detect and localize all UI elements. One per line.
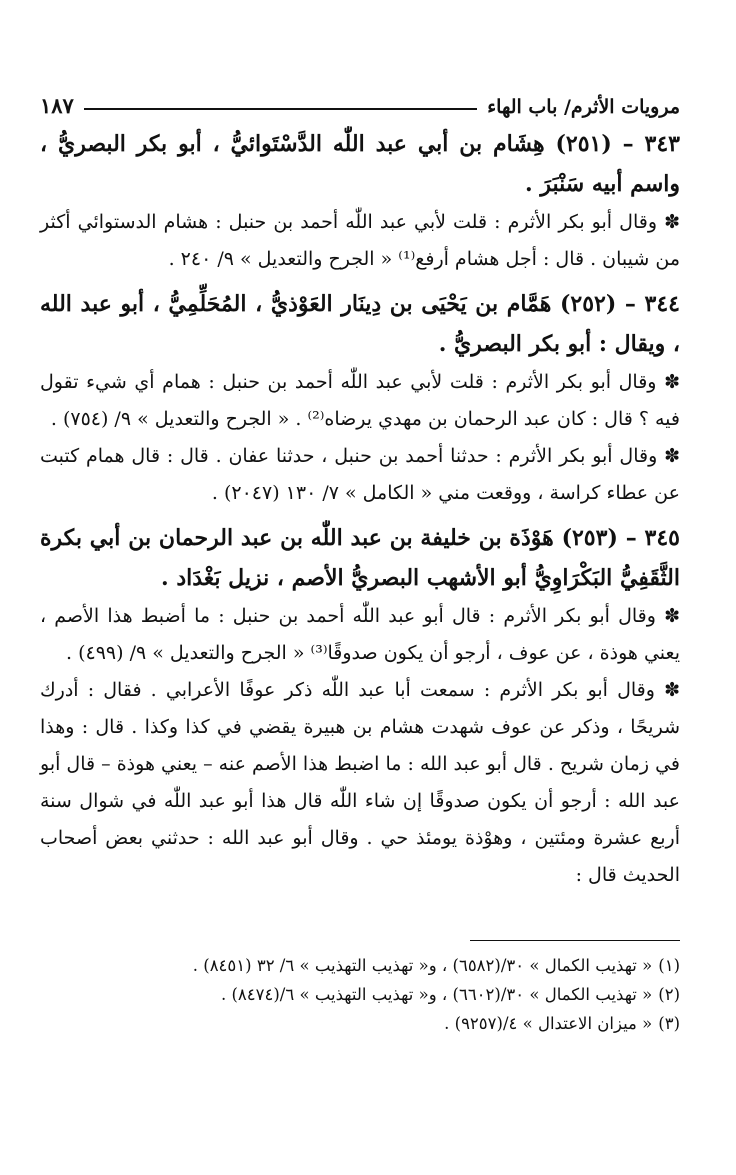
entry-paragraph: ✽ وقال أبو بكر الأثرم : قال أبو عبد اللّٰه أحمد بن حنبل : ما أضبط هذا الأصم ، يعني هوذة ، عن عوف ، أرجو أن يكون صدوقًا⁽³⁾ « الجرح والتعديل » ٩/ (٤٩٩) . <box>40 605 680 664</box>
entry-344 <box>40 284 680 512</box>
footnotes <box>40 951 680 1038</box>
entry-paragraph: ✽ وقال أبو بكر الأثرم : قلت لأبي عبد اللّٰه أحمد بن حنبل : هشام الدستوائي أكثر من شيبان . قال : أجل هشام أرفع⁽¹⁾ « الجرح والتعديل » ٩/ ٢٤٠ . <box>40 211 680 270</box>
running-header <box>40 82 680 118</box>
footnote <box>40 951 680 980</box>
footnote-number: (٢) <box>658 985 680 1004</box>
running-title: مرويات الأثرم/ باب الهاء <box>487 96 680 118</box>
header-rule <box>84 108 477 110</box>
footnote <box>40 1009 680 1038</box>
footnote-text: « تهذيب الكمال » ٣٠/(٦٦٠٢) ، و« تهذيب التهذيب » ٦/(٨٤٧٤) . <box>220 985 653 1004</box>
entry-paragraph: ✽ وقال أبو بكر الأثرم : حدثنا أحمد بن حنبل ، حدثنا عفان . قال : قال همام كتبت عن عطاء كراسة ، ووقعت مني « الكامل » ٧/ ١٣٠ (٢٠٤٧) . <box>40 445 680 504</box>
page-number: ١٨٧ <box>40 93 74 118</box>
book-page <box>40 82 680 1038</box>
entry-heading: ٣٤٣ – (٢٥١) هِشَام بن أبي عبد اللّٰه الدَّسْتَوائيُّ ، أبو بكر البصريُّ ، واسم أبيه سَنْبَرَ . <box>40 131 680 197</box>
footnote-rule <box>470 940 680 941</box>
footnote-number: (٣) <box>658 1014 680 1033</box>
footnote <box>40 980 680 1009</box>
entry-343 <box>40 124 680 278</box>
entry-paragraph: ✽ وقال أبو بكر الأثرم : قلت لأبي عبد اللّٰه أحمد بن حنبل : همام أي شيء تقول فيه ؟ قال : كان عبد الرحمان بن مهدي يرضاه⁽²⁾ . « الجرح والتعديل » ٩/ (٧٥٤) . <box>40 371 680 430</box>
footnote-text: « تهذيب الكمال » ٣٠/(٦٥٨٢) ، و« تهذيب التهذيب » ٦/ ٣٢ (٨٤٥١) . <box>192 956 653 975</box>
entry-345 <box>40 518 680 894</box>
entry-heading: ٣٤٥ – (٢٥٣) هَوْذَة بن خليفة بن عبد اللّٰه بن عبد الرحمان بن أبي بكرة الثَّقَفِيُّ البَكْرَاوِيُّ أبو الأشهب البصريُّ الأصم ، نزيل بَغْدَاد . <box>40 525 680 591</box>
footnote-number: (١) <box>658 956 680 975</box>
footnote-text: « ميزان الاعتدال » ٤/(٩٢٥٧) . <box>444 1014 653 1033</box>
entry-paragraph: ✽ وقال أبو بكر الأثرم : سمعت أبا عبد اللّٰه ذكر عوفًا الأعرابي . فقال : أدرك شريحًا ، وذكر عن عوف شهدت هشام بن هبيرة يقضي في كذا وكذا . قال : وهذا في زمان شريح . قال أبو عبد الله : ما اضبط هذا الأصم عنه – يعني هوذة – قال أبو عبد الله : أرجو أن يكون صدوقًا إن شاء اللّٰه قال هذا أبو عبد اللّٰه في شوال سنة أربع عشرة ومئتين ، وهوْذة يومئذ حي . وقال أبو عبد الله : حدثني بعض أصحاب الحديث قال : <box>40 679 680 886</box>
entry-heading: ٣٤٤ – (٢٥٢) هَمَّام بن يَحْيَى بن دِينَار العَوْذيُّ ، المُحَلِّمِيُّ ، أبو عبد الله ، ويقال : أبو بكر البصريُّ . <box>40 291 680 357</box>
